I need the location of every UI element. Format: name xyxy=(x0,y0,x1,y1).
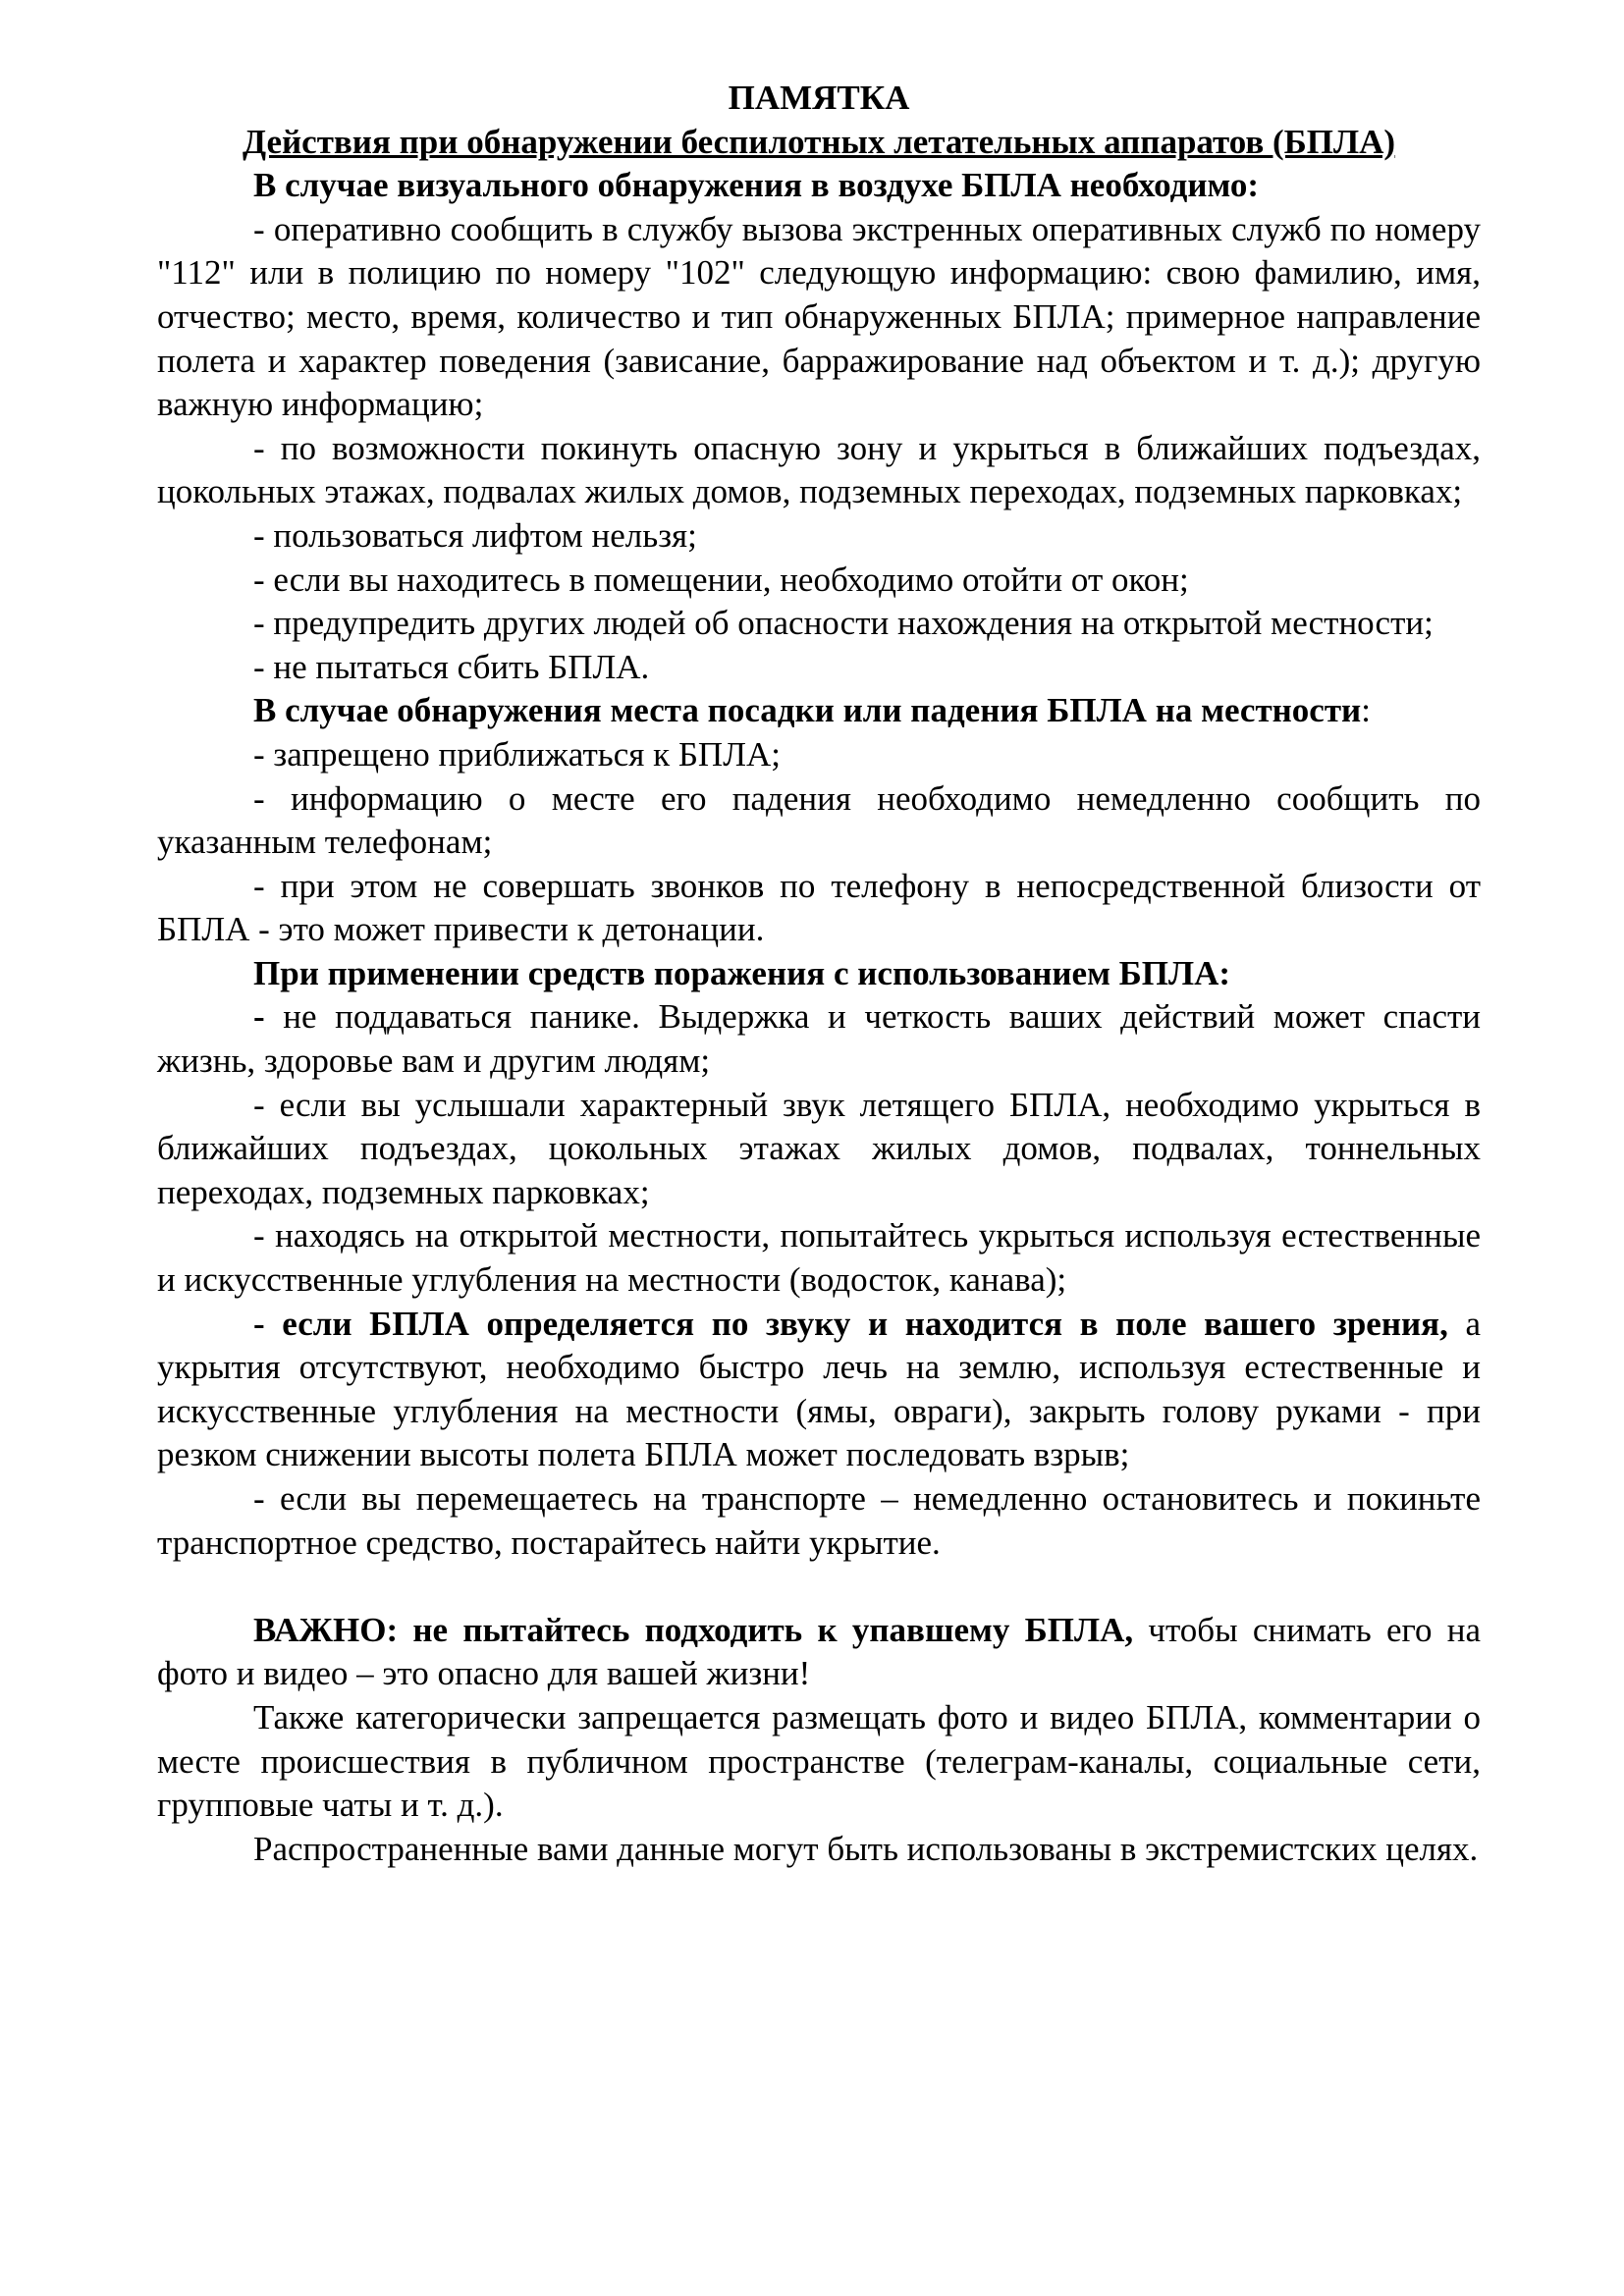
section-landing-heading-colon: : xyxy=(1361,691,1371,730)
attack-item-lie-down-text: а укрытия отсутствуют, необходимо быстро лечь на землю, используя естественные и искусственные углубления на местности (ямы, овраги), закрыть голову руками - при резком снижении высоты полета БПЛА может последовать взрыв; xyxy=(157,1304,1481,1474)
document-page xyxy=(157,77,1481,1871)
attack-item-lie-down-bold: - если БПЛА определяется по звуку и находится в поле вашего зрения, xyxy=(253,1304,1448,1343)
attack-item-no-panic-text: не поддаваться панике. Выдержка и четкость ваших действий может спасти жизнь, здоровье вам и другим людям; xyxy=(157,997,1481,1081)
paragraph-gap xyxy=(157,1565,1481,1609)
attack-item-no-panic xyxy=(157,995,1481,1083)
attack-item-transport: - если вы перемещаетесь на транспорте – немедленно остановитесь и покиньте транспортное средство, постарайтесь найти укрытие. xyxy=(157,1479,1481,1562)
visual-item-no-shoot: - не пытаться сбить БПЛА. xyxy=(253,647,650,686)
landing-item-report: - информацию о месте его падения необходимо немедленно сообщить по указанным телефонам; xyxy=(157,778,1481,862)
attack-item-lie-down xyxy=(157,1303,1481,1477)
visual-item-away-from-windows: - если вы находитесь в помещении, необходимо отойти от окон; xyxy=(253,560,1189,599)
visual-item-report: - оперативно сообщить в службу вызова экстренных оперативных служб по номеру "112" или в полицию по номеру "102" следующую информацию: свою фамилию, имя, отчество; место, время, количество и тип обнаруженных БПЛА; примерное направление полета и характер поведения (зависание, барражирование над объектом и т. д.); другую важную информацию; xyxy=(157,209,1481,424)
important-extremism: Распространенные вами данные могут быть использованы в экстремистских целях. xyxy=(253,1829,1479,1868)
document-title: ПАМЯТКА xyxy=(728,79,910,117)
landing-item-no-calls: - при этом не совершать звонков по телефону в непосредственной близости от БПЛА - это может привести к детонации. xyxy=(157,866,1481,949)
section-visual-heading: В случае визуального обнаружения в воздухе БПЛА необходимо: xyxy=(253,166,1260,205)
section-attack-heading: При применении средств поражения с использованием БПЛА: xyxy=(253,953,1231,992)
attack-item-no-panic-dash: - xyxy=(253,997,265,1037)
landing-item-no-approach: - запрещено приближаться к БПЛА; xyxy=(253,734,781,774)
section-landing-heading xyxy=(157,689,1481,733)
attack-item-sound: - если вы услышали характерный звук летящего БПЛА, необходимо укрыться в ближайших подъездах, цокольных этажах жилых домов, подвалах, тоннельных переходах, подземных парковках; xyxy=(157,1085,1481,1211)
visual-item-no-elevator: - пользоваться лифтом нельзя; xyxy=(253,515,697,555)
important-note-text: чтобы снимать его на фото и видео – это опасно для вашей жизни! xyxy=(157,1610,1481,1693)
visual-item-warn-others: - предупредить других людей об опасности нахождения на открытой местности; xyxy=(253,604,1434,643)
document-subtitle: Действия при обнаружении беспилотных летательных аппаратов (БПЛА) xyxy=(242,122,1396,161)
important-note xyxy=(157,1609,1481,1696)
section-landing-heading-text: В случае обнаружения места посадки или падения БПЛА на местности xyxy=(253,691,1362,730)
important-no-publish: Также категорически запрещается размещать фото и видео БПЛА, комментарии о месте происшествия в публичном пространстве (телеграм-каналы, социальные сети, групповые чаты и т. д.). xyxy=(157,1697,1481,1825)
important-note-bold: ВАЖНО: не пытайтесь подходить к упавшему БПЛА, xyxy=(253,1610,1134,1649)
attack-item-open-area: - находясь на открытой местности, попытайтесь укрыться используя естественные и искусственные углубления на местности (водосток, канава); xyxy=(157,1216,1481,1300)
visual-item-leave-zone: - по возможности покинуть опасную зону и укрыться в ближайших подъездах, цокольных этажах, подвалах жилых домов, подземных переходах, подземных парковках; xyxy=(157,428,1481,511)
